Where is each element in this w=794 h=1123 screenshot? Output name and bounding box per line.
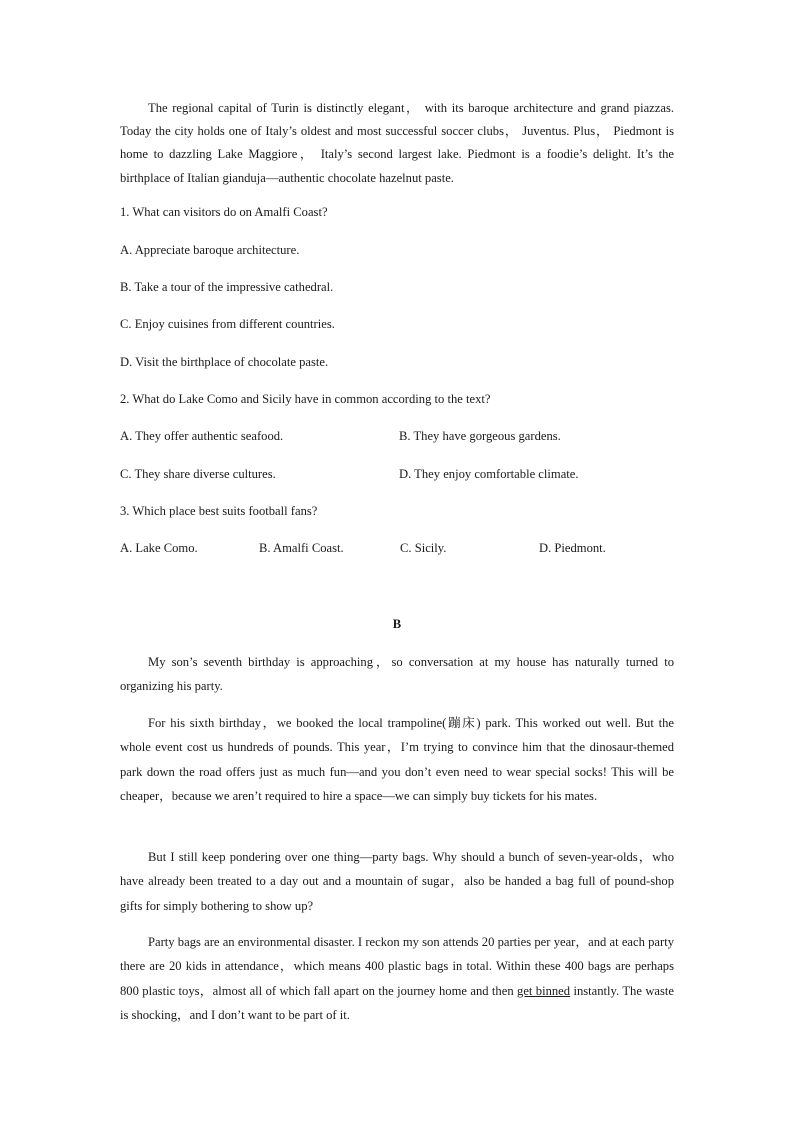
paragraph-4-text-before: Party bags are an environmental disaster. I reckon my son attends 20 parties per year，and at each party there are 20 kids in attendance，which means 400 plastic bags in total. Within these 400 bags are perhaps 800 plastic toys，almost all of which fall apart on the journey home and then (120, 935, 674, 998)
section-b-paragraph-3: But I still keep pondering over one thing—party bags. Why should a bunch of seven-year-olds，who have already been treated to a day out and a mountain of sugar，also be handed a bag full of pound-shop gifts for simply bothering to show up? (120, 850, 674, 913)
question-2-option-c: C. They share diverse cultures. (120, 467, 276, 481)
question-3-option-a: A. Lake Como. (120, 541, 198, 555)
question-2-option-b: B. They have gorgeous gardens. (399, 429, 561, 443)
section-b-paragraph-2: For his sixth birthday，we booked the local trampoline(蹦床) park. This worked out well. But the whole event cost us hundreds of pounds. This year，I’m trying to convince him that the dinosaur-themed park down the road offers just as much fun—and you don’t even need to wear special socks! This will be cheaper，because we aren’t required to hire a space—we can simply buy tickets for his mates. (120, 716, 674, 803)
question-3-stem: 3. Which place best suits football fans? (120, 504, 318, 518)
section-b-paragraph-1: My son’s seventh birthday is approaching，so conversation at my house has naturally turned to organizing his party. (120, 655, 674, 693)
question-3-option-c: C. Sicily. (400, 541, 447, 555)
question-1-option-a: A. Appreciate baroque architecture. (120, 243, 300, 257)
question-1-option-b: B. Take a tour of the impressive cathedral. (120, 280, 334, 294)
question-3-option-d: D. Piedmont. (539, 541, 606, 555)
question-2-option-d: D. They enjoy comfortable climate. (399, 467, 579, 481)
question-1-stem: 1. What can visitors do on Amalfi Coast? (120, 205, 328, 219)
question-2-option-a: A. They offer authentic seafood. (120, 429, 284, 443)
question-1-option-d: D. Visit the birthplace of chocolate paste. (120, 355, 329, 369)
paragraph-4-text-after: instantly. The waste is shocking，and I don’t want to be part of it. (120, 983, 674, 1022)
question-2-stem: 2. What do Lake Como and Sicily have in common according to the text? (120, 392, 491, 406)
question-3-option-b: B. Amalfi Coast. (259, 541, 344, 555)
underlined-phrase: get binned (517, 983, 571, 998)
section-b-paragraph-4 (120, 930, 674, 1027)
question-1-option-c: C. Enjoy cuisines from different countries. (120, 317, 335, 331)
section-b-heading: B (392, 617, 402, 631)
passage-a-paragraph: The regional capital of Turin is distinctly elegant， with its baroque architecture and grand piazzas. Today the city holds one of Italy’s oldest and most successful soccer clubs， Juventus. Plus， Piedmont is home to dazzling Lake Maggiore， Italy’s second largest lake. Piedmont is a foodie’s delight. It’s the birthplace of Italian gianduja—authentic chocolate hazelnut paste. (120, 101, 674, 185)
